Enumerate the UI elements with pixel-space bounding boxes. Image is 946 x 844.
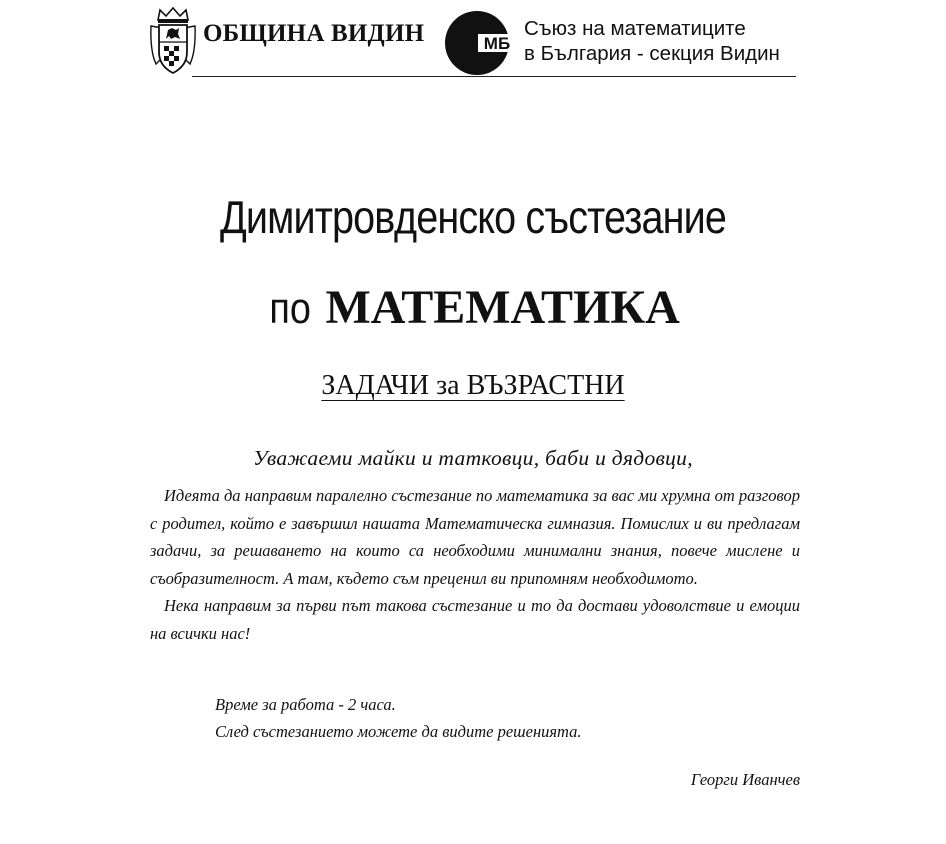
greeting: Уважаеми майки и татковци, баби и дядовци,: [253, 446, 693, 470]
smb-logo-icon: [444, 10, 516, 76]
subtitle-text: ЗАДАЧИ за ВЪЗРАСТНИ: [321, 370, 625, 401]
time-note: Време за работа - 2 часа.: [215, 695, 396, 714]
smb-logo-letters: МБ: [483, 34, 511, 53]
page-header: [148, 6, 796, 78]
intro-paragraph: Нека направим за първи път такова състезание и то да достави удоволствие и емоции на всички нас!: [150, 596, 800, 643]
competition-notes: [215, 691, 582, 745]
union-name-line1: Съюз на математиците: [524, 17, 746, 40]
title-line2: [0, 280, 946, 335]
municipality-name: ОБЩИНА ВИДИН: [203, 20, 425, 47]
intro-text: [150, 482, 800, 647]
union-name: [524, 16, 780, 66]
title-line1: Димитровденско състезание: [219, 191, 727, 243]
title-subject: МАТЕМАТИКА: [325, 281, 680, 334]
solutions-note: След състезанието можете да видите решенията.: [215, 722, 582, 741]
author-signature: Георги Иванчев: [690, 770, 800, 789]
title-prefix: по: [269, 284, 312, 333]
subtitle: [0, 370, 946, 402]
intro-paragraph: Идеята да направим паралелно състезание по математика за вас ми хрумна от разговор с родител, който е завършил нашата Математическа гимназия. Помислих и ви предлагам задачи, за решаването на които са необходими минимални знания, повече мислене и съобразителност. А там, където съм преценил ви припомням необходимото.: [150, 486, 800, 588]
header-divider: [192, 76, 796, 77]
municipality-crest-icon: [148, 6, 198, 76]
union-name-line2: в България - секция Видин: [524, 42, 780, 65]
